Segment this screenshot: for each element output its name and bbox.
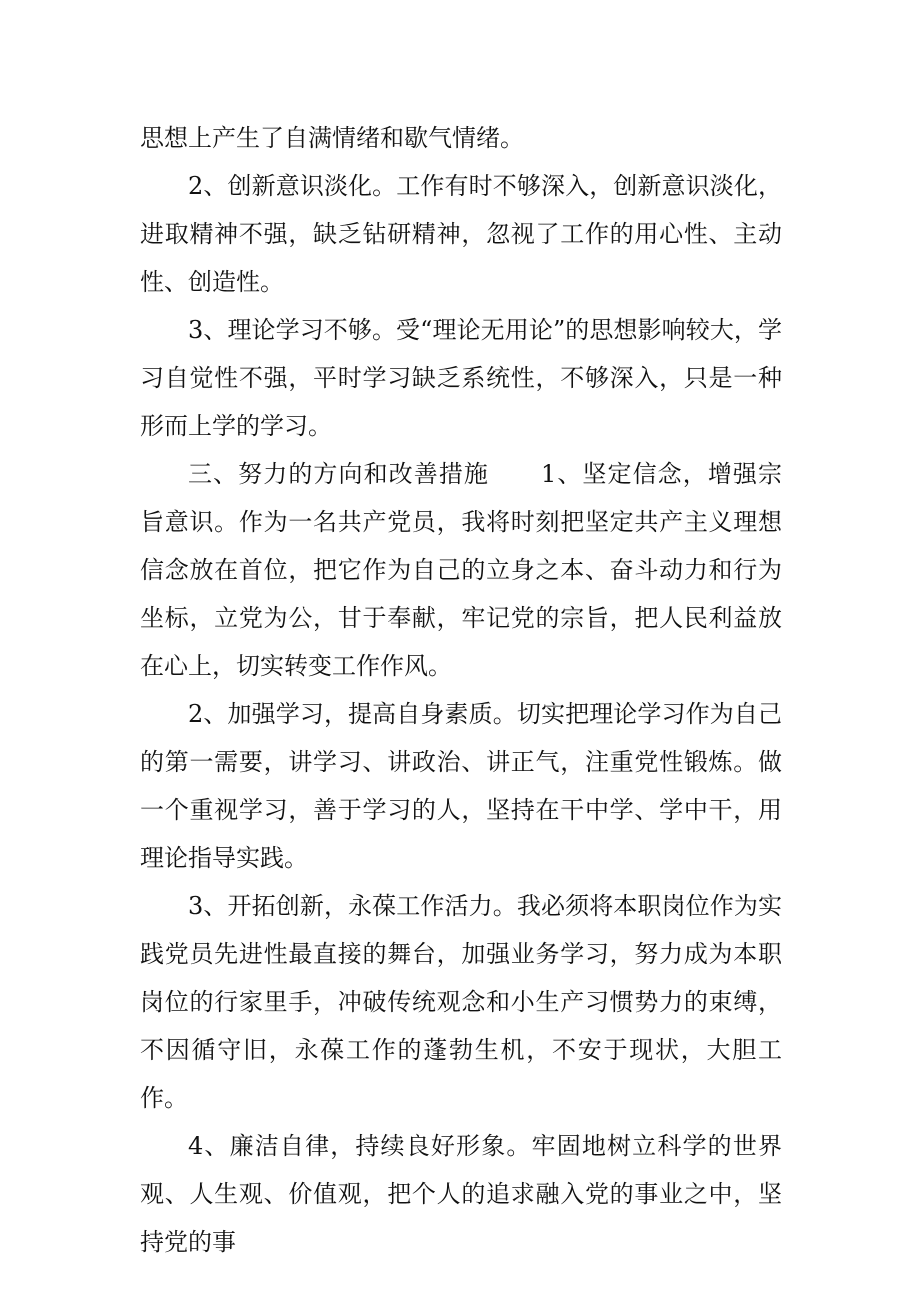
paragraph-innovation-vitality: 3、开拓创新，永葆工作活力。我必须将本职岗位作为实践党员先进性最直接的舞台，加强业务学习，努力成为本职岗位的行家里手，冲破传统观念和小生产习惯势力的束缚，不因循守旧，永葆工作的蓬勃生机，不安于现状，大胆工作。	[140, 892, 782, 1112]
paragraph-strengthen-study: 2、加强学习，提高自身素质。切实把理论学习作为自己的第一需要，讲学习、讲政治、讲正气，注重党性锻炼。做一个重视学习，善于学习的人，坚持在干中学、学中干，用理论指导实践。	[140, 700, 782, 872]
section-three-item-one: 1、坚定信念，增强宗旨意识。作为一名共产党员，我将时刻把坚定共产主义理想信念放在首位，把它作为自己的立身之本、奋斗动力和行为坐标，立党为公，甘于奉献，牢记党的宗旨，把人民利益放在心上，切实转变工作作风。	[140, 460, 782, 680]
paragraph-section-three	[140, 450, 782, 690]
paragraph-innovation: 2、创新意识淡化。工作有时不够深入，创新意识淡化，进取精神不强，缺乏钻研精神，忽视了工作的用心性、主动性、创造性。	[140, 172, 782, 296]
paragraph-self-discipline: 4、廉洁自律，持续良好形象。牢固地树立科学的世界观、人生观、价值观，把个人的追求融入党的事业之中，坚持党的事	[140, 1132, 782, 1256]
section-heading: 三、努力的方向和改善措施	[188, 460, 489, 488]
paragraph-continuation: 思想上产生了自满情绪和歇气情绪。	[140, 124, 524, 152]
document-body	[140, 114, 782, 1266]
paragraph-theory-study: 3、理论学习不够。受“理论无用论”的思想影响较大，学习自觉性不强，平时学习缺乏系统性，不够深入，只是一种形而上学的学习。	[140, 316, 782, 440]
